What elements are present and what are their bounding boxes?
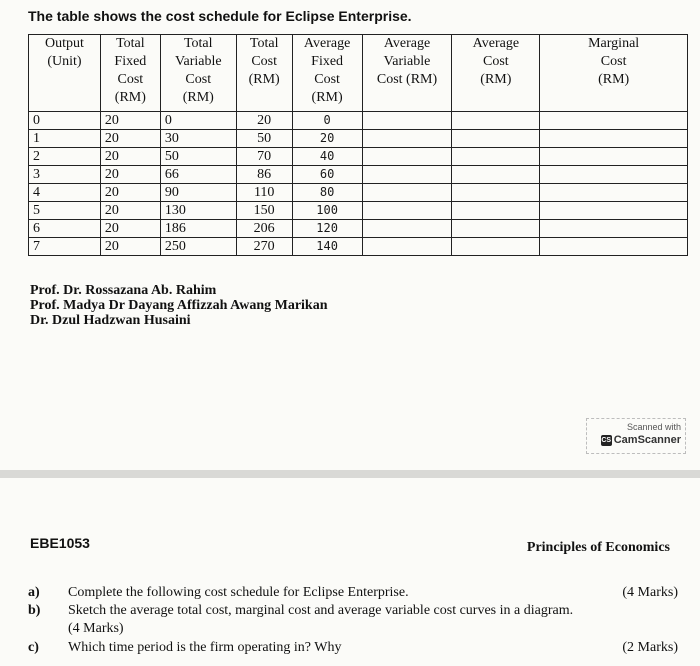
column-header-line: (RM) [182,90,214,105]
column-header-line: Cost [314,72,340,87]
question-marks: (4 Marks) [622,585,678,600]
column-header-line: Average [303,36,351,51]
cell-ac[interactable] [452,148,540,166]
cell-tc: 110 [236,184,292,202]
cell-mc[interactable] [540,238,688,256]
cell-tc: 150 [236,202,292,220]
question-text: Which time period is the firm operating in? Why [68,640,342,655]
question-text: Complete the following cost schedule for Eclipse Enterprise. [68,585,409,600]
cell-afc: 40 [292,148,362,166]
column-header-line: Variable [383,54,431,69]
column-header-line: Cost (RM) [376,72,438,87]
cell-avc[interactable] [362,148,452,166]
cell-ac[interactable] [452,202,540,220]
cell-avc[interactable] [362,130,452,148]
cell-tvc: 0 [160,112,236,130]
column-header-line: (RM) [248,72,280,87]
column-header-line: Cost [251,54,278,69]
cell-output: 3 [29,166,101,184]
table-row [29,220,688,238]
cell-tfc: 20 [100,238,160,256]
cell-tvc: 186 [160,220,236,238]
cell-mc[interactable] [540,148,688,166]
column-header-line: (RM) [480,72,512,87]
scanned-with-label: Scanned with [626,422,681,432]
cell-tvc: 50 [160,148,236,166]
cell-mc[interactable] [540,202,688,220]
cell-ac[interactable] [452,130,540,148]
camscanner-brand: CamScanner [613,434,681,446]
authors-block [30,283,328,328]
table-header-row [29,35,688,112]
table-row [29,112,688,130]
cell-ac[interactable] [452,166,540,184]
author-name: Dr. Dzul Hadzwan Husaini [30,313,191,328]
cell-tvc: 250 [160,238,236,256]
cell-tfc: 20 [100,202,160,220]
cell-afc: 20 [292,130,362,148]
cell-output: 1 [29,130,101,148]
column-header [452,35,540,112]
column-header-line: Cost [483,54,509,69]
cell-tfc: 20 [100,166,160,184]
column-header [29,35,101,112]
column-header-line: (Unit) [47,54,82,69]
cell-output: 6 [29,220,101,238]
table-row [29,202,688,220]
column-header-line: Fixed [114,54,147,69]
cell-output: 4 [29,184,101,202]
table-row [29,130,688,148]
cell-tvc: 30 [160,130,236,148]
question-marks: (2 Marks) [622,640,678,655]
cell-output: 5 [29,202,101,220]
cell-mc[interactable] [540,112,688,130]
cell-ac[interactable] [452,238,540,256]
column-header-line: Cost [117,72,144,87]
camscanner-logo-icon: CS [601,436,612,444]
cell-afc: 120 [292,220,362,238]
table-row [29,238,688,256]
cell-tc: 270 [236,238,292,256]
column-header-line: (RM) [114,90,146,105]
column-header-line: Fixed [311,54,344,69]
table-row [29,184,688,202]
cell-tfc: 20 [100,184,160,202]
column-header-line: Total [183,36,213,51]
cell-mc[interactable] [540,166,688,184]
author-name: Prof. Madya Dr Dayang Affizzah Awang Marikan [30,298,328,313]
column-header-line: (RM) [311,90,343,105]
column-header [362,35,452,112]
course-code: EBE1053 [30,535,90,551]
cell-afc: 140 [292,238,362,256]
author-name: Prof. Dr. Rossazana Ab. Rahim [30,283,217,298]
cell-avc[interactable] [362,238,452,256]
cell-output: 0 [29,112,101,130]
cell-afc: 0 [292,112,362,130]
cell-tfc: 20 [100,148,160,166]
cell-tc: 20 [236,112,292,130]
cell-tc: 86 [236,166,292,184]
course-name: Principles of Economics [526,540,670,555]
question-label: b) [28,603,41,618]
cell-tvc: 130 [160,202,236,220]
cell-afc: 100 [292,202,362,220]
cell-tc: 50 [236,130,292,148]
cell-afc: 80 [292,184,362,202]
table-row [29,166,688,184]
cell-avc[interactable] [362,184,452,202]
cell-avc[interactable] [362,166,452,184]
column-header-line: Variable [174,54,222,69]
question-text: Sketch the average total cost, marginal cost and average variable cost curves in a diagram. [68,603,574,618]
column-header-line: Cost [185,72,212,87]
cell-avc[interactable] [362,112,452,130]
column-header [236,35,292,112]
table-row [29,148,688,166]
column-header-line: Average [472,36,520,51]
question-marks: (4 Marks) [68,621,124,636]
question-label: a) [28,585,40,600]
cell-tvc: 90 [160,184,236,202]
cell-tfc: 20 [100,112,160,130]
cell-mc[interactable] [540,220,688,238]
column-header [160,35,236,112]
cell-afc: 60 [292,166,362,184]
column-header-line: Marginal [588,36,640,51]
cell-tfc: 20 [100,220,160,238]
cell-mc[interactable] [540,184,688,202]
column-header [540,35,688,112]
cell-tc: 70 [236,148,292,166]
camscanner-watermark [586,418,686,454]
column-header-line: Total [116,36,145,51]
cell-ac[interactable] [452,220,540,238]
column-header-line: (RM) [598,72,630,87]
cell-tfc: 20 [100,130,160,148]
column-header [100,35,160,112]
cell-output: 2 [29,148,101,166]
cell-avc[interactable] [362,202,452,220]
cost-schedule-table [28,34,688,256]
cell-output: 7 [29,238,101,256]
table-heading: The table shows the cost schedule for Eclipse Enterprise. [28,8,412,24]
cell-ac[interactable] [452,184,540,202]
cell-tc: 206 [236,220,292,238]
column-header-line: Total [249,36,279,51]
column-header [292,35,362,112]
question-label: c) [28,640,39,655]
cell-tvc: 66 [160,166,236,184]
cell-avc[interactable] [362,220,452,238]
cell-ac[interactable] [452,112,540,130]
cell-mc[interactable] [540,130,688,148]
page-two [0,478,700,666]
column-header-line: Cost [600,54,627,69]
column-header-line: Average [383,36,431,51]
page-separator [0,470,700,478]
column-header-line: Output [45,36,84,51]
